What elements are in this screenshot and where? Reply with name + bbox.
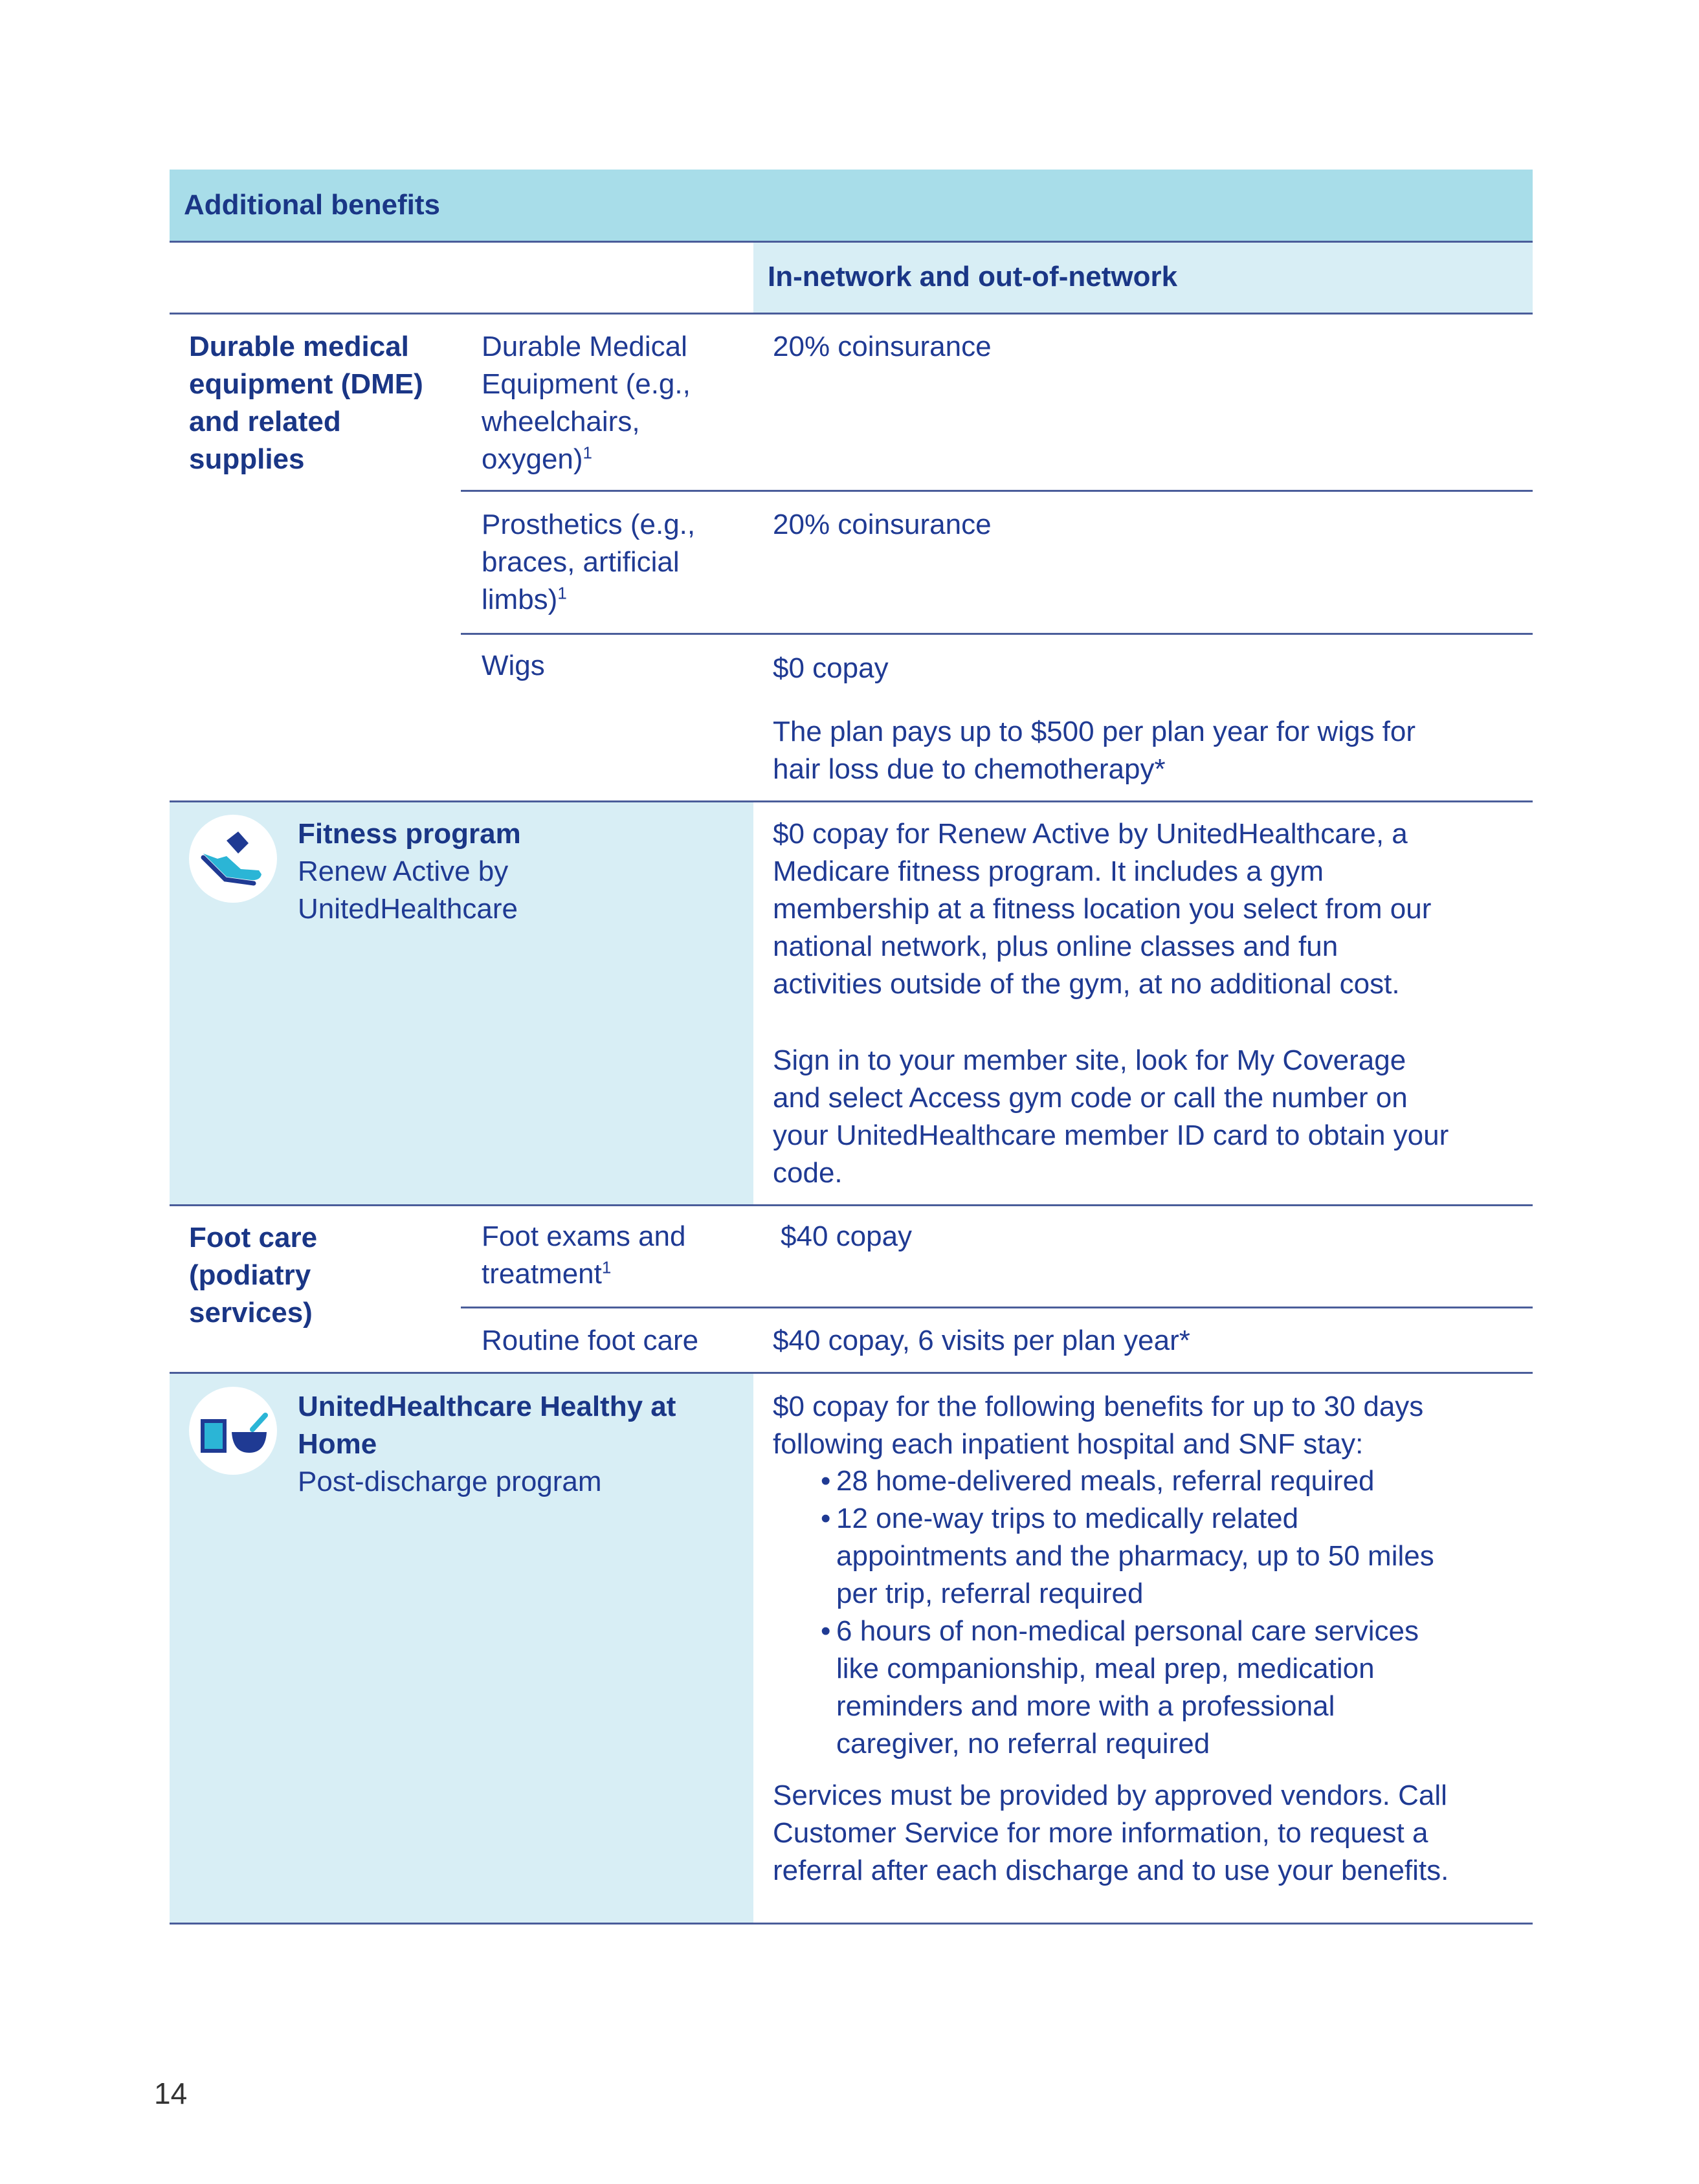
foot-item-exams: Foot exams and treatment$^1$ [482, 1220, 686, 1290]
fitness-subtitle: Renew Active by UnitedHealthcare [298, 855, 518, 925]
divider [461, 1307, 1533, 1308]
bullet-dot: • [821, 1503, 831, 1534]
table-title: Additional benefits [184, 189, 440, 221]
bullet-dot: • [821, 1465, 831, 1497]
dme-category: Durable medical equipment (DME) and related supplies [189, 331, 423, 475]
home-label-cell [170, 1374, 753, 1923]
list-item: 6 hours of non-medical personal care services like companionship, meal prep, medication reminders and more with a professional caregiver, no referral required [836, 1615, 1419, 1759]
home-title: UnitedHealthcare Healthy at Home [298, 1391, 676, 1460]
dme-wigs-cost: $0 copay [773, 652, 889, 684]
footnote-marker: 1 [557, 583, 567, 603]
list-item: 12 one-way trips to medically related appointments and the pharmacy, up to 50 miles per trip, referral required [836, 1503, 1434, 1609]
meal-bowl-icon [189, 1387, 277, 1475]
divider [461, 490, 1533, 492]
bullet-dot: • [821, 1615, 831, 1647]
dme-equipment-cost: 20% coinsurance [773, 331, 992, 362]
divider [461, 633, 1533, 635]
foot-routine-cost: $40 copay, 6 visits per plan year* [773, 1325, 1190, 1356]
fitness-description: $0 copay for Renew Active by UnitedHealthcare, a Medicare fitness program. It includes a gym membership at a fitness location you select from our national network, plus online classes and fun activities outside of the gym, at no additional cost. [773, 818, 1432, 1000]
footnote-marker: 1 [583, 443, 593, 463]
dme-item-equipment: Durable Medical Equipment (e.g., wheelchairs, oxygen)$^1$ [482, 331, 691, 475]
fitness-title: Fitness program [298, 818, 521, 850]
divider [170, 1923, 1533, 1925]
divider [170, 1204, 1533, 1206]
footnote-marker: 1 [601, 1257, 612, 1277]
dme-prosthetics-cost: 20% coinsurance [773, 509, 992, 540]
column-header-cell [753, 243, 1533, 313]
foot-exams-cost: $40 copay [781, 1220, 913, 1252]
fitness-instructions: Sign in to your member site, look for My Coverage and select Access gym code or call the number on your UnitedHealthcare member ID card to obtain your code. [773, 1044, 1449, 1189]
page-number: 14 [154, 2077, 188, 2110]
home-subtitle: Post-discharge program [298, 1466, 602, 1497]
divider [170, 313, 1533, 314]
dme-item-prosthetics: Prosthetics (e.g., braces, artificial limbs)$^1$ [482, 509, 696, 615]
foot-item-routine: Routine foot care [482, 1325, 699, 1356]
dme-item-wigs: Wigs [482, 650, 545, 681]
column-header-label: In-network and out-of-network [768, 261, 1178, 292]
fitness-label-cell [170, 802, 753, 1204]
dme-wigs-note: The plan pays up to $500 per plan year for wigs for hair loss due to chemotherapy* [773, 716, 1416, 785]
table-header [170, 170, 1533, 241]
foot-category: Foot care (podiatry services) [189, 1222, 318, 1329]
home-intro: $0 copay for the following benefits for up to 30 days following each inpatient hospital and SNF stay: [773, 1391, 1424, 1460]
home-outro: Services must be provided by approved vendors. Call Customer Service for more information, to request a referral after each discharge and to use your benefits. [773, 1780, 1449, 1886]
list-item: 28 home-delivered meals, referral required [836, 1465, 1375, 1497]
sneaker-icon [189, 815, 277, 903]
